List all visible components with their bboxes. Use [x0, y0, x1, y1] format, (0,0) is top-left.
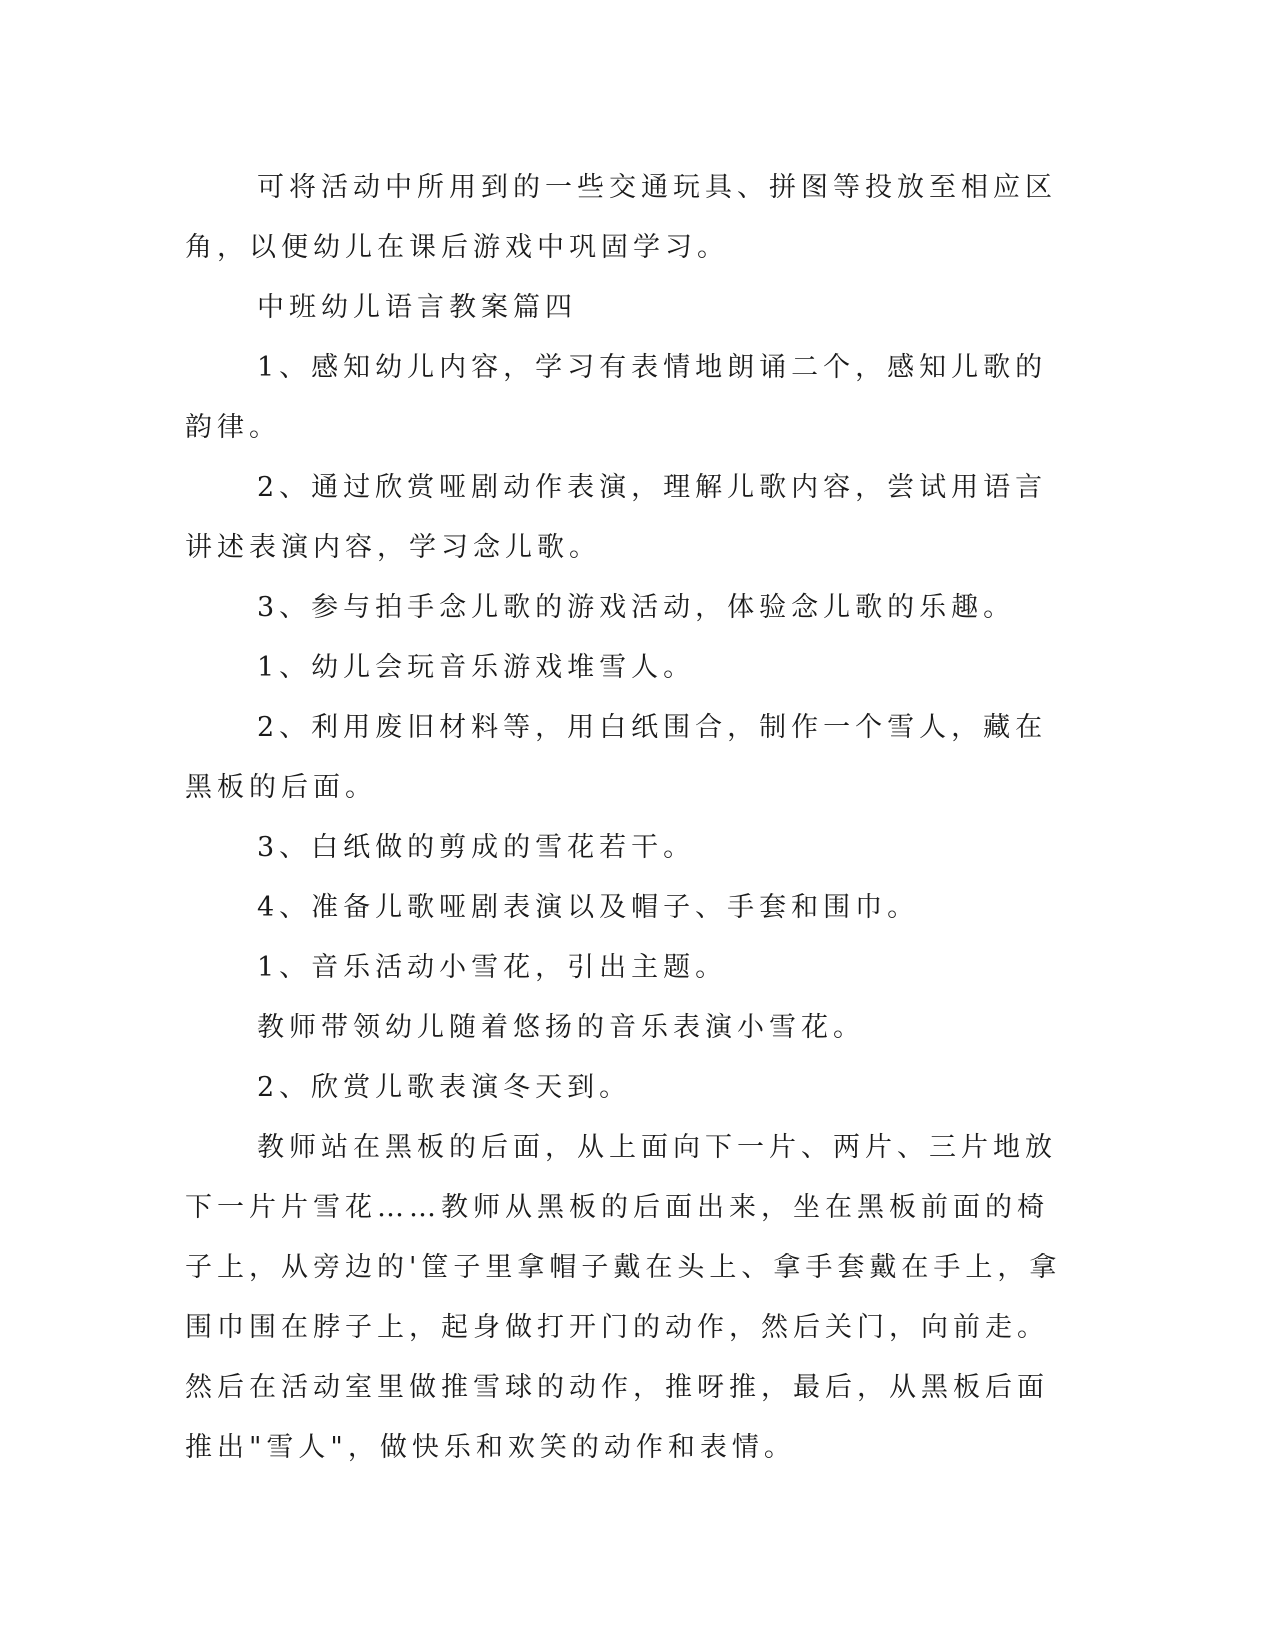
process-step-1-detail: 教师带领幼儿随着悠扬的音乐表演小雪花。	[257, 1012, 865, 1043]
goal-item-3: 3、参与拍手念儿歌的游戏活动，体验念儿歌的乐趣。	[257, 592, 1016, 623]
document-body	[185, 158, 1075, 1478]
paragraph-toy-placement: 可将活动中所用到的一些交通玩具、拼图等投放至相应区角，以便幼儿在课后游戏中巩固学习。	[185, 172, 1057, 263]
process-step-2: 2、欣赏儿歌表演冬天到。	[257, 1072, 632, 1103]
process-step-1: 1、音乐活动小雪花，引出主题。	[257, 952, 728, 983]
goal-item-2: 2、通过欣赏哑剧动作表演，理解儿歌内容，尝试用语言讲述表演内容，学习念儿歌。	[185, 472, 1048, 563]
section-heading: 中班幼儿语言教案篇四	[257, 292, 577, 323]
prep-item-1: 1、幼儿会玩音乐游戏堆雪人。	[257, 652, 696, 683]
prep-item-4: 4、准备儿歌哑剧表演以及帽子、手套和围巾。	[257, 892, 920, 923]
process-step-2-detail: 教师站在黑板的后面，从上面向下一片、两片、三片地放下一片片雪花……教师从黑板的后面出来，坐在黑板前面的椅子上，从旁边的'筐子里拿帽子戴在头上、拿手套戴在手上，拿围巾围在脖子上，起身做打开门的动作，然后关门，向前走。然后在活动室里做推雪球的动作，推呀推，最后，从黑板后面推出"雪人"，做快乐和欢笑的动作和表情。	[185, 1132, 1062, 1463]
prep-item-3: 3、白纸做的剪成的雪花若干。	[257, 832, 696, 863]
goal-item-1: 1、感知幼儿内容，学习有表情地朗诵二个，感知儿歌的韵律。	[185, 352, 1048, 443]
prep-item-2: 2、利用废旧材料等，用白纸围合，制作一个雪人，藏在黑板的后面。	[185, 712, 1048, 803]
